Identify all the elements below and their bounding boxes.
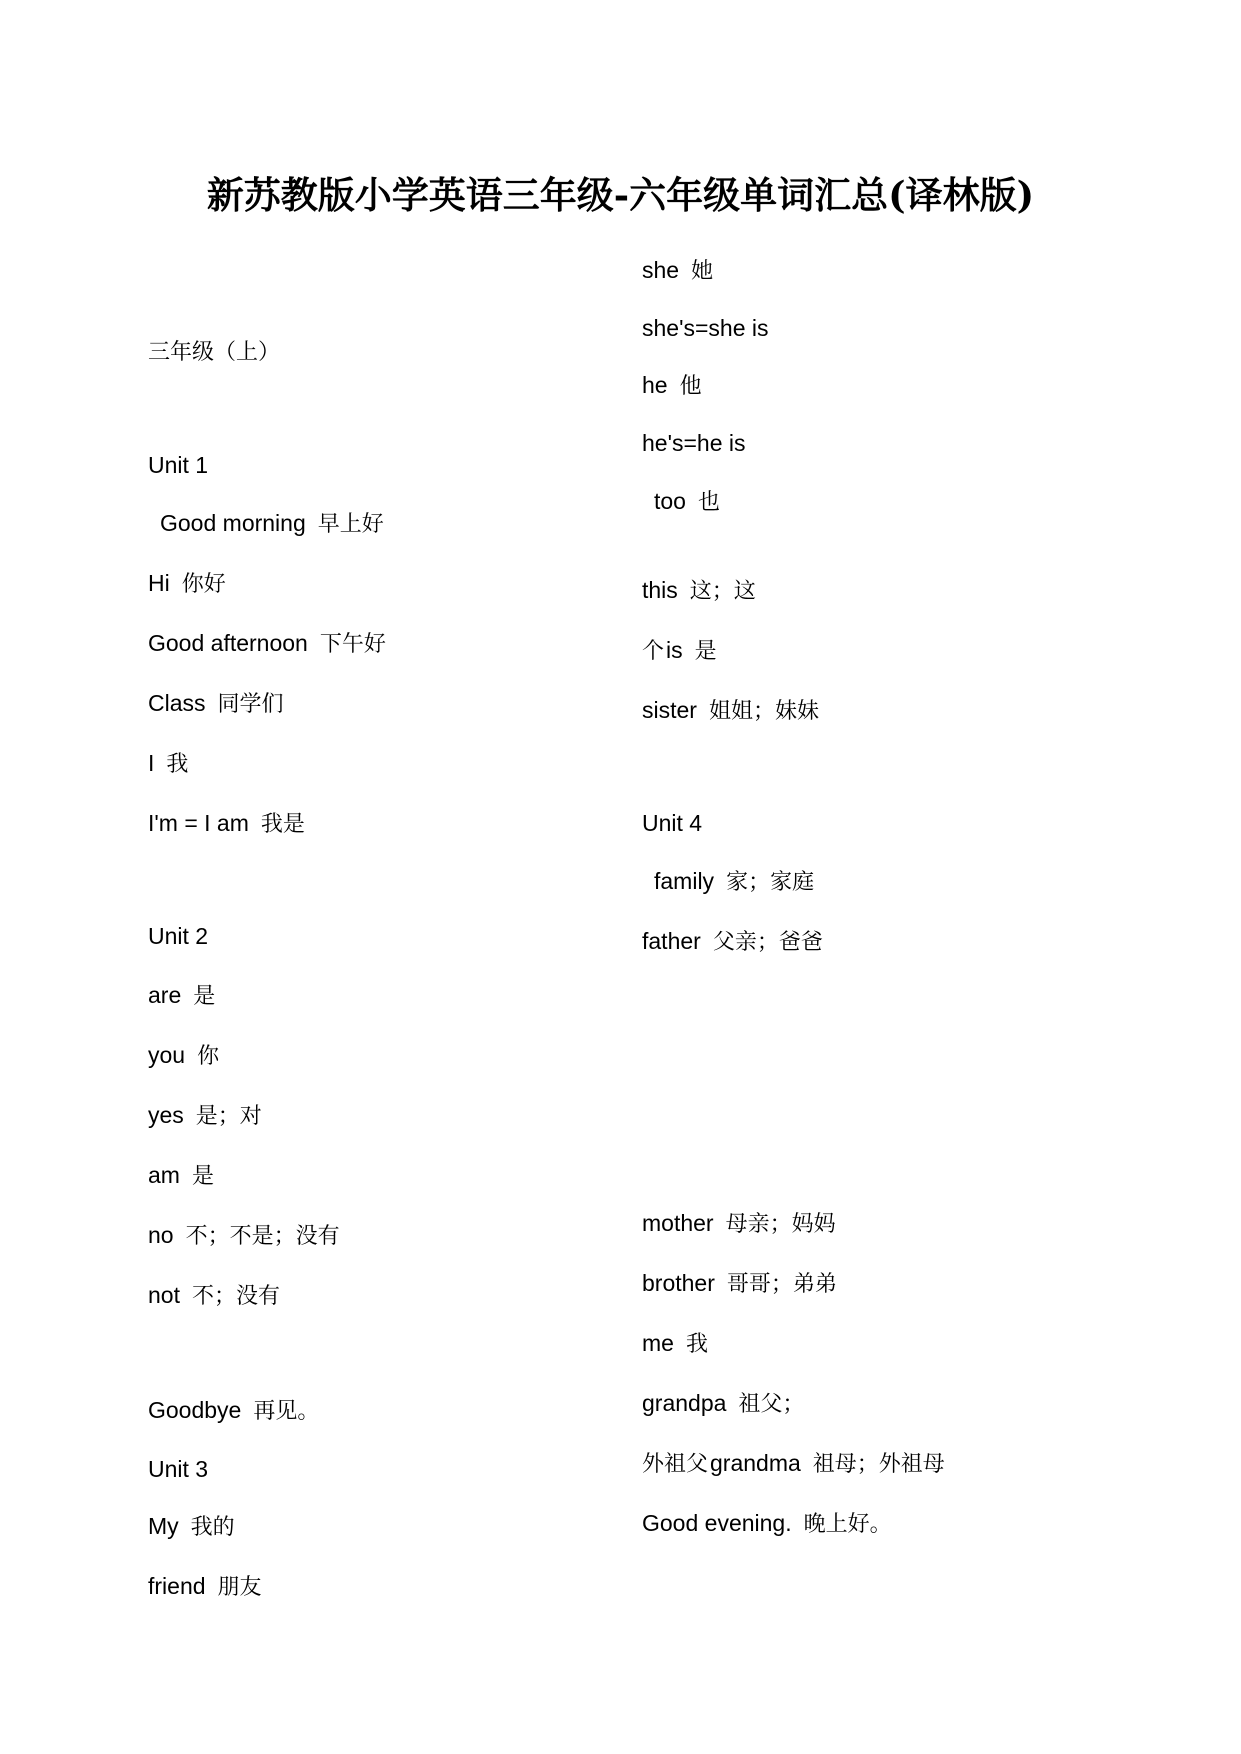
english-word: Hi [148, 570, 170, 596]
vocab-line [642, 1268, 837, 1300]
vocab-line [642, 1388, 804, 1420]
vocab-line [642, 575, 756, 607]
vocab-line [642, 370, 702, 402]
english-word: this [642, 577, 678, 603]
vocab-line [642, 695, 819, 727]
chinese-meaning: 我 [166, 752, 189, 777]
vocab-line [148, 921, 208, 952]
chinese-meaning: 不；不是；没有 [185, 1224, 340, 1249]
chinese-meaning: 她 [691, 259, 714, 284]
english-word: brother [642, 1270, 715, 1296]
vocab-line [148, 808, 305, 840]
chinese-meaning: 家；家庭 [726, 870, 815, 895]
chinese-meaning: 我是 [260, 812, 305, 837]
vocab-line [148, 450, 208, 481]
chinese-meaning: 姐姐；妹妹 [708, 699, 819, 724]
english-word: mother [642, 1210, 714, 1236]
english-word: yes [148, 1102, 184, 1128]
chinese-prefix: 外祖父 [642, 1452, 709, 1477]
english-word: I [148, 750, 155, 776]
chinese-meaning: 是 [191, 1164, 214, 1189]
english-word: Good afternoon [148, 630, 308, 656]
english-word: Unit 2 [148, 923, 209, 949]
vocab-line [654, 866, 814, 898]
english-word: Unit 1 [148, 452, 209, 478]
english-word: he [642, 372, 668, 398]
vocab-line [148, 1160, 214, 1192]
vocab-line [148, 1100, 262, 1132]
chinese-meaning: 我 [685, 1332, 708, 1357]
chinese-meaning: 他 [679, 374, 702, 399]
english-word: he's=he is [642, 430, 746, 456]
english-word: too [654, 488, 686, 514]
vocab-line [148, 688, 284, 720]
vocab-line [148, 748, 188, 780]
vocab-line [642, 926, 823, 958]
vocab-line [148, 1220, 340, 1252]
vocab-line [148, 568, 226, 600]
vocab-line [642, 1328, 708, 1360]
chinese-meaning: 祖父； [738, 1392, 805, 1417]
chinese-meaning: 下午好 [319, 632, 386, 657]
chinese-prefix: 个 [642, 639, 665, 664]
chinese-meaning: 晚上好。 [803, 1512, 892, 1537]
english-word: Unit 4 [642, 810, 703, 836]
chinese-meaning: 三年级（上） [148, 340, 281, 365]
english-word: she's=she is [642, 315, 769, 341]
vocab-line [148, 1454, 208, 1485]
vocab-line [148, 1280, 280, 1312]
vocab-line [642, 635, 717, 667]
vocab-line [642, 808, 702, 839]
vocab-line [654, 486, 720, 518]
english-word: is [666, 637, 683, 663]
chinese-meaning: 我的 [190, 1515, 235, 1540]
chinese-meaning: 你好 [181, 572, 226, 597]
english-word: Goodbye [148, 1397, 242, 1423]
chinese-meaning: 哥哥；弟弟 [726, 1272, 837, 1297]
vocab-line [160, 508, 384, 540]
english-word: Good evening. [642, 1510, 792, 1536]
english-word: me [642, 1330, 674, 1356]
chinese-meaning: 再见。 [253, 1399, 320, 1424]
vocab-line [642, 313, 769, 344]
chinese-meaning: 同学们 [217, 692, 284, 717]
chinese-meaning: 是 [193, 984, 216, 1009]
english-word: grandma [710, 1450, 801, 1476]
english-word: grandpa [642, 1390, 727, 1416]
vocab-line [642, 428, 746, 459]
vocab-line [148, 628, 386, 660]
vocab-line [642, 1448, 945, 1480]
english-word: she [642, 257, 680, 283]
chinese-meaning: 不；没有 [191, 1284, 280, 1309]
vocab-line [642, 1508, 892, 1540]
vocab-line [148, 1511, 235, 1543]
vocab-line [148, 1395, 319, 1427]
chinese-meaning: 也 [697, 490, 720, 515]
chinese-meaning: 朋友 [217, 1575, 262, 1600]
english-word: father [642, 928, 701, 954]
chinese-meaning: 是 [694, 639, 717, 664]
english-word: am [148, 1162, 180, 1188]
vocab-line [642, 255, 713, 287]
english-word: you [148, 1042, 186, 1068]
vocab-line [148, 337, 280, 368]
english-word: no [148, 1222, 174, 1248]
english-word: friend [148, 1573, 206, 1599]
vocab-line [148, 980, 215, 1012]
chinese-meaning: 父亲；爸爸 [712, 930, 823, 955]
chinese-meaning: 早上好 [317, 512, 384, 537]
english-word: family [654, 868, 715, 894]
document-title: 新苏教版小学英语三年级-六年级单词汇总(译林版) [206, 173, 1035, 217]
chinese-meaning: 这；这 [689, 579, 756, 604]
chinese-meaning: 你 [197, 1044, 220, 1069]
english-word: sister [642, 697, 697, 723]
vocab-line [148, 1040, 219, 1072]
english-word: Unit 3 [148, 1456, 209, 1482]
chinese-meaning: 是；对 [195, 1104, 262, 1129]
english-word: Class [148, 690, 206, 716]
vocab-line [642, 1208, 836, 1240]
english-word: not [148, 1282, 180, 1308]
chinese-meaning: 祖母；外祖母 [812, 1452, 945, 1477]
english-word: Good morning [160, 510, 306, 536]
english-word: I'm = I am [148, 810, 249, 836]
english-word: are [148, 982, 182, 1008]
vocab-line [148, 1571, 262, 1603]
chinese-meaning: 母亲；妈妈 [725, 1212, 836, 1237]
english-word: My [148, 1513, 179, 1539]
